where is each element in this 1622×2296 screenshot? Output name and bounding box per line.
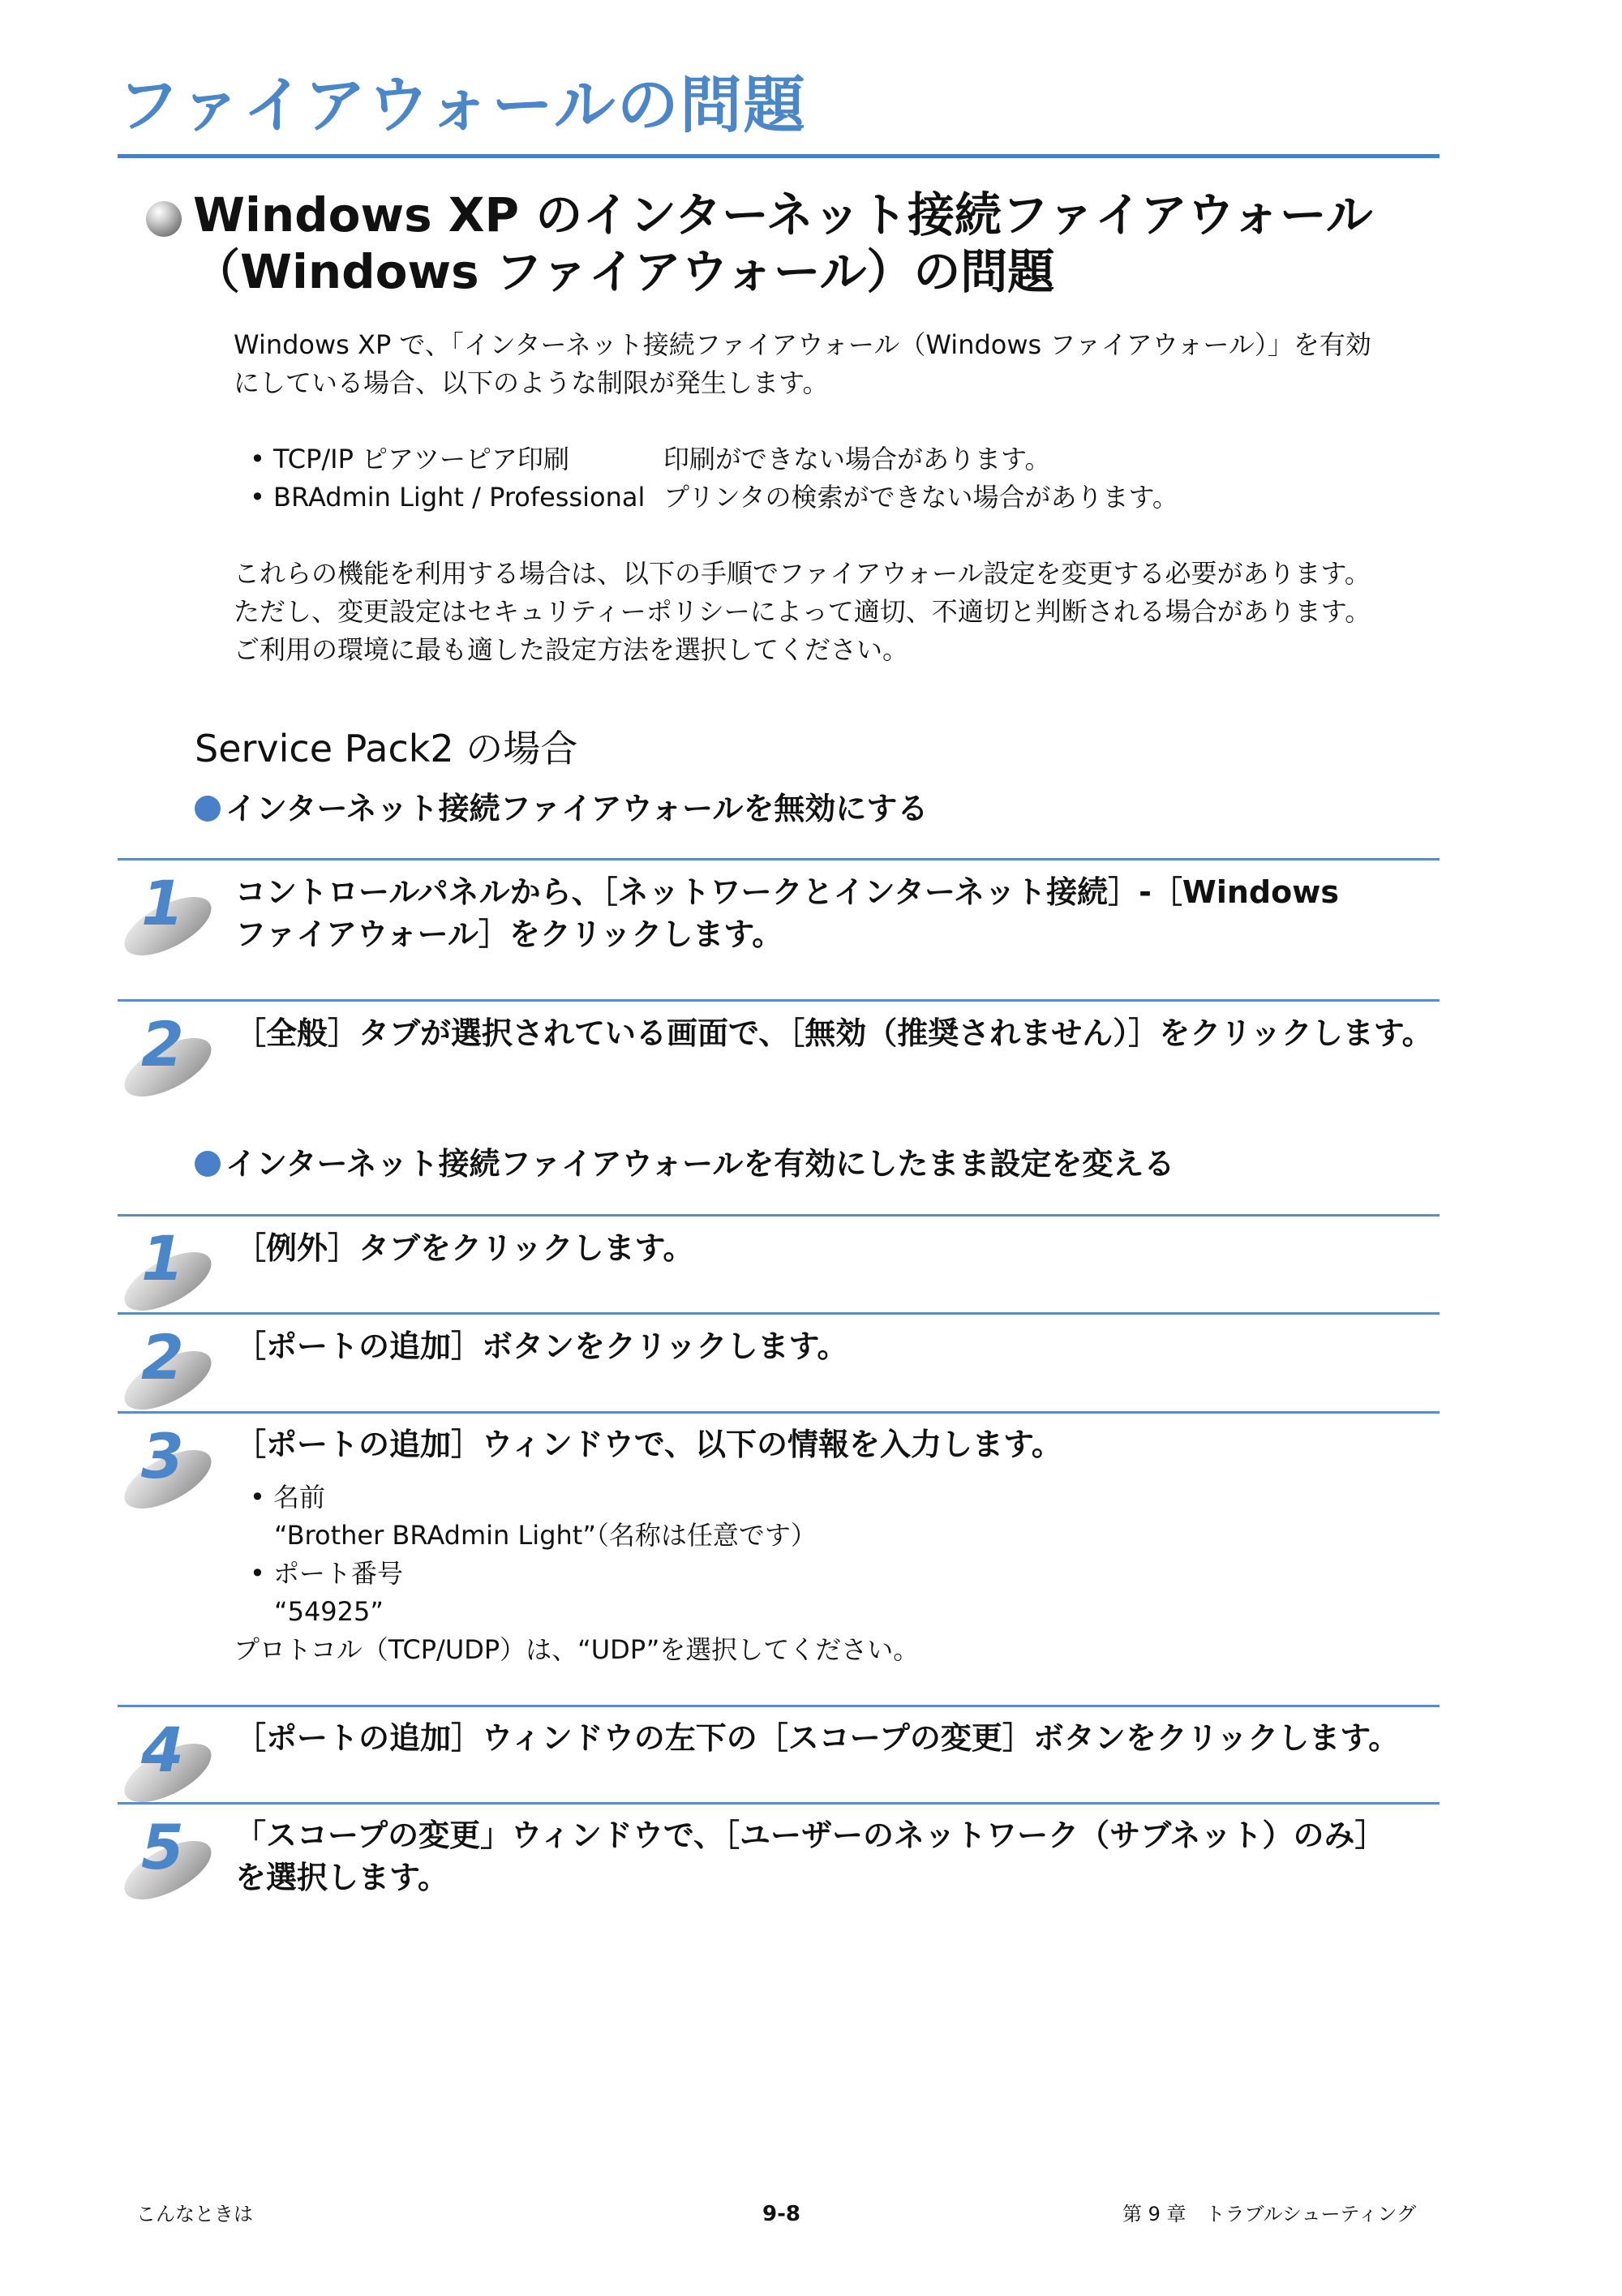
step-text: [235, 1423, 1444, 1466]
bullet-dot-icon: [195, 1151, 221, 1177]
step-text-line1: コントロールパネルから、［ネットワークとインターネット接続］-［Windows: [235, 874, 1339, 910]
sphere-bullet-icon: [146, 201, 182, 237]
step-text-line1: ［ポートの追加］ボタンをクリックします。: [235, 1328, 848, 1364]
note-line2: ただし、変更設定はセキュリティーポリシーによって適切、不適切と判断される場合があります。: [234, 596, 1371, 627]
intro-line1: Windows XP で、「インターネット接続ファイアウォール（Windows ファイアウォール）」を有効: [234, 329, 1371, 360]
step-text: [235, 1012, 1444, 1054]
step-divider: [118, 1214, 1440, 1217]
step-text: [235, 1227, 1444, 1269]
step-number-badge: [120, 1320, 225, 1418]
detail-port-label: • ポート番号: [250, 1558, 404, 1589]
footer-chapter: 第 9 章 トラブルシューティング: [1122, 2203, 1417, 2225]
section-title-line1: Windows XP のインターネット接続ファイアウォール: [193, 187, 1373, 242]
detail-name-value: “Brother BRAdmin Light”（名称は任意です）: [274, 1520, 817, 1551]
step-text: [235, 871, 1444, 955]
detail-port-value: “54925”: [274, 1596, 384, 1627]
disable-heading-text: インターネット接続ファイアウォールを無効にする: [225, 791, 929, 826]
note-line1: これらの機能を利用する場合は、以下の手順でファイアウォール設定を変更する必要があります。: [234, 558, 1371, 589]
step-number: 2: [141, 1321, 184, 1393]
intro-paragraph: [234, 326, 1450, 402]
step-text: [235, 1325, 1444, 1367]
page-number: 9-8: [762, 2202, 800, 2226]
feature-issue: プリンタの検索ができない場合があります。: [663, 482, 1178, 513]
step-text-line2: ファイアウォール］をクリックします。: [235, 916, 783, 952]
section-title: [193, 187, 1442, 300]
step-number-badge: [120, 1221, 225, 1319]
step-number: 1: [141, 1222, 184, 1294]
step-divider: [118, 999, 1440, 1002]
intro-line2: にしている場合、以下のような制限が発生します。: [234, 367, 829, 398]
step-number: 2: [141, 1008, 184, 1080]
step-text-line2: を選択します。: [235, 1860, 448, 1895]
title-rule: [118, 154, 1440, 158]
feature-issue: 印刷ができない場合があります。: [663, 444, 1051, 474]
service-pack-subhead: Service Pack2 の場合: [195, 727, 578, 770]
detail-protocol-note: プロトコル（TCP/UDP）は、“UDP”を選択してください。: [234, 1634, 920, 1665]
keep-enabled-heading: [195, 1144, 1174, 1184]
step-divider: [118, 858, 1440, 860]
step-number: 5: [141, 1811, 184, 1883]
step-number-badge: [120, 1713, 225, 1810]
step-number: 4: [141, 1714, 184, 1786]
step-text: [235, 1717, 1444, 1759]
step-text-line1: ［例外］タブをクリックします。: [235, 1230, 694, 1266]
disable-heading: [195, 788, 928, 829]
step-number-badge: [120, 866, 225, 963]
step-number-badge: [120, 1007, 225, 1105]
feature-name: • TCP/IP ピアツーピア印刷: [250, 444, 570, 474]
step-text-line1: ［ポートの追加］ウィンドウの左下の［スコープの変更］ボタンをクリックします。: [235, 1720, 1400, 1756]
step-text-line1: ［ポートの追加］ウィンドウで、以下の情報を入力します。: [235, 1427, 1062, 1462]
step-text-line1: ［全般］タブが選択されている画面で、［無効（推奨されません）］をクリックします。: [235, 1015, 1433, 1051]
bullet-dot-icon: [195, 796, 221, 822]
feature-row: [250, 479, 1178, 517]
feature-row: [250, 440, 1051, 479]
section-title-line2: （Windows ファイアウォール）の問題: [193, 244, 1055, 299]
note-paragraph: [234, 555, 1450, 669]
step-number: 1: [141, 867, 184, 939]
step-divider: [118, 1411, 1440, 1414]
step-divider: [118, 1705, 1440, 1707]
feature-name: • BRAdmin Light / Professional: [250, 482, 646, 513]
step-text: [235, 1814, 1444, 1899]
step-number-badge: [120, 1810, 225, 1908]
step-number: 3: [141, 1420, 184, 1492]
step-number-badge: [120, 1419, 225, 1517]
keep-enabled-heading-text: インターネット接続ファイアウォールを有効にしたまま設定を変える: [225, 1146, 1175, 1182]
step-divider: [118, 1312, 1440, 1315]
page-title: ファイアウォールの問題: [118, 69, 807, 141]
step-text-line1: 「スコープの変更」ウィンドウで、［ユーザーのネットワーク（サブネット）のみ］: [235, 1817, 1386, 1853]
step-divider: [118, 1802, 1440, 1805]
footer-left: こんなときは: [136, 2203, 253, 2225]
note-line3: ご利用の環境に最も適した設定方法を選択してください。: [234, 634, 909, 665]
detail-name-label: • 名前: [250, 1482, 326, 1513]
